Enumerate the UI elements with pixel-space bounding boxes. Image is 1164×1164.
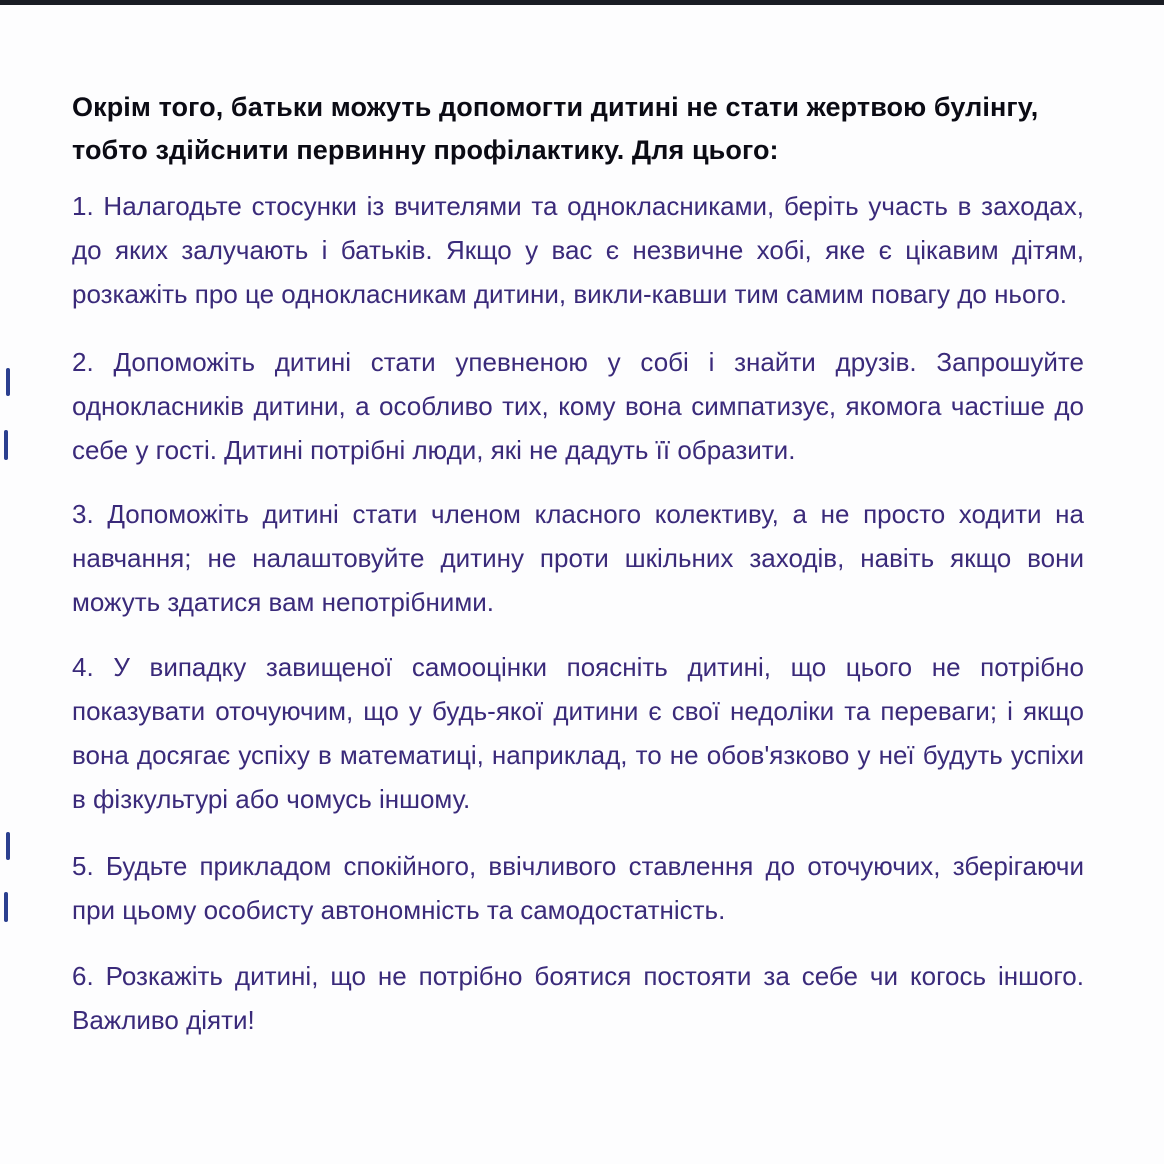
intro-paragraph: Окрім того, батьки можуть допомогти дитині не стати жертвою булінгу, тобто здійснити первинну профілактику. Для цього: bbox=[72, 92, 1039, 165]
item-text: Допоможіть дитині стати членом класного колективу, а не просто ходити на навчання; не налаштовуйте дитину проти шкільних заходів, навіть якщо вони можуть здатися вам непотрібними. bbox=[72, 499, 1084, 617]
binder-mark bbox=[4, 430, 8, 460]
item-text: У випадку завищеної самооцінки поясніть дитині, що цього не потрібно показувати оточуючим, що у будь-якої дитини є свої недоліки та переваги; і якщо вона досягає успіху в математиці, наприклад, то не обов'язково у неї будуть успіхи в фізкультурі або чомусь іншому. bbox=[72, 652, 1084, 814]
document-page bbox=[72, 86, 1084, 1042]
item-text: Допоможіть дитині стати упевненою у собі і знайти друзів. Запрошуйте однокласників дитини, а особливо тих, кому вона симпатизує, якомога частіше до себе у гості. Дитині потрібні люди, які не дадуть її образити. bbox=[72, 347, 1084, 465]
item-number: 1. bbox=[72, 191, 94, 221]
item-text: Розкажіть дитині, що не потрібно боятися постояти за себе чи когось іншого. Важливо діяти! bbox=[72, 961, 1084, 1035]
binder-mark bbox=[4, 892, 8, 922]
item-text: Будьте прикладом спокійного, ввічливого ставлення до оточуючих, зберігаючи при цьому особисту автономність та самодостатність. bbox=[72, 851, 1084, 925]
list-item bbox=[72, 340, 1084, 472]
list-item bbox=[72, 954, 1084, 1042]
list-item bbox=[72, 844, 1084, 932]
page-top-edge bbox=[0, 0, 1164, 5]
item-number: 4. bbox=[72, 652, 94, 682]
binder-mark bbox=[6, 832, 10, 860]
list-item bbox=[72, 184, 1084, 316]
recommendations-list bbox=[72, 184, 1084, 1042]
list-item bbox=[72, 492, 1084, 624]
list-item bbox=[72, 645, 1084, 821]
item-text: Налагодьте стосунки із вчителями та однокласниками, беріть участь в заходах, до яких залучають і батьків. Якщо у вас є незвичне хобі, яке є цікавим дітям, розкажіть про це однокласникам дитини, викли-кавши тим самим повагу до нього. bbox=[72, 191, 1084, 309]
item-number: 2. bbox=[72, 347, 94, 377]
item-number: 6. bbox=[72, 961, 94, 991]
item-number: 5. bbox=[72, 851, 94, 881]
item-number: 3. bbox=[72, 499, 94, 529]
binder-mark bbox=[6, 368, 10, 396]
